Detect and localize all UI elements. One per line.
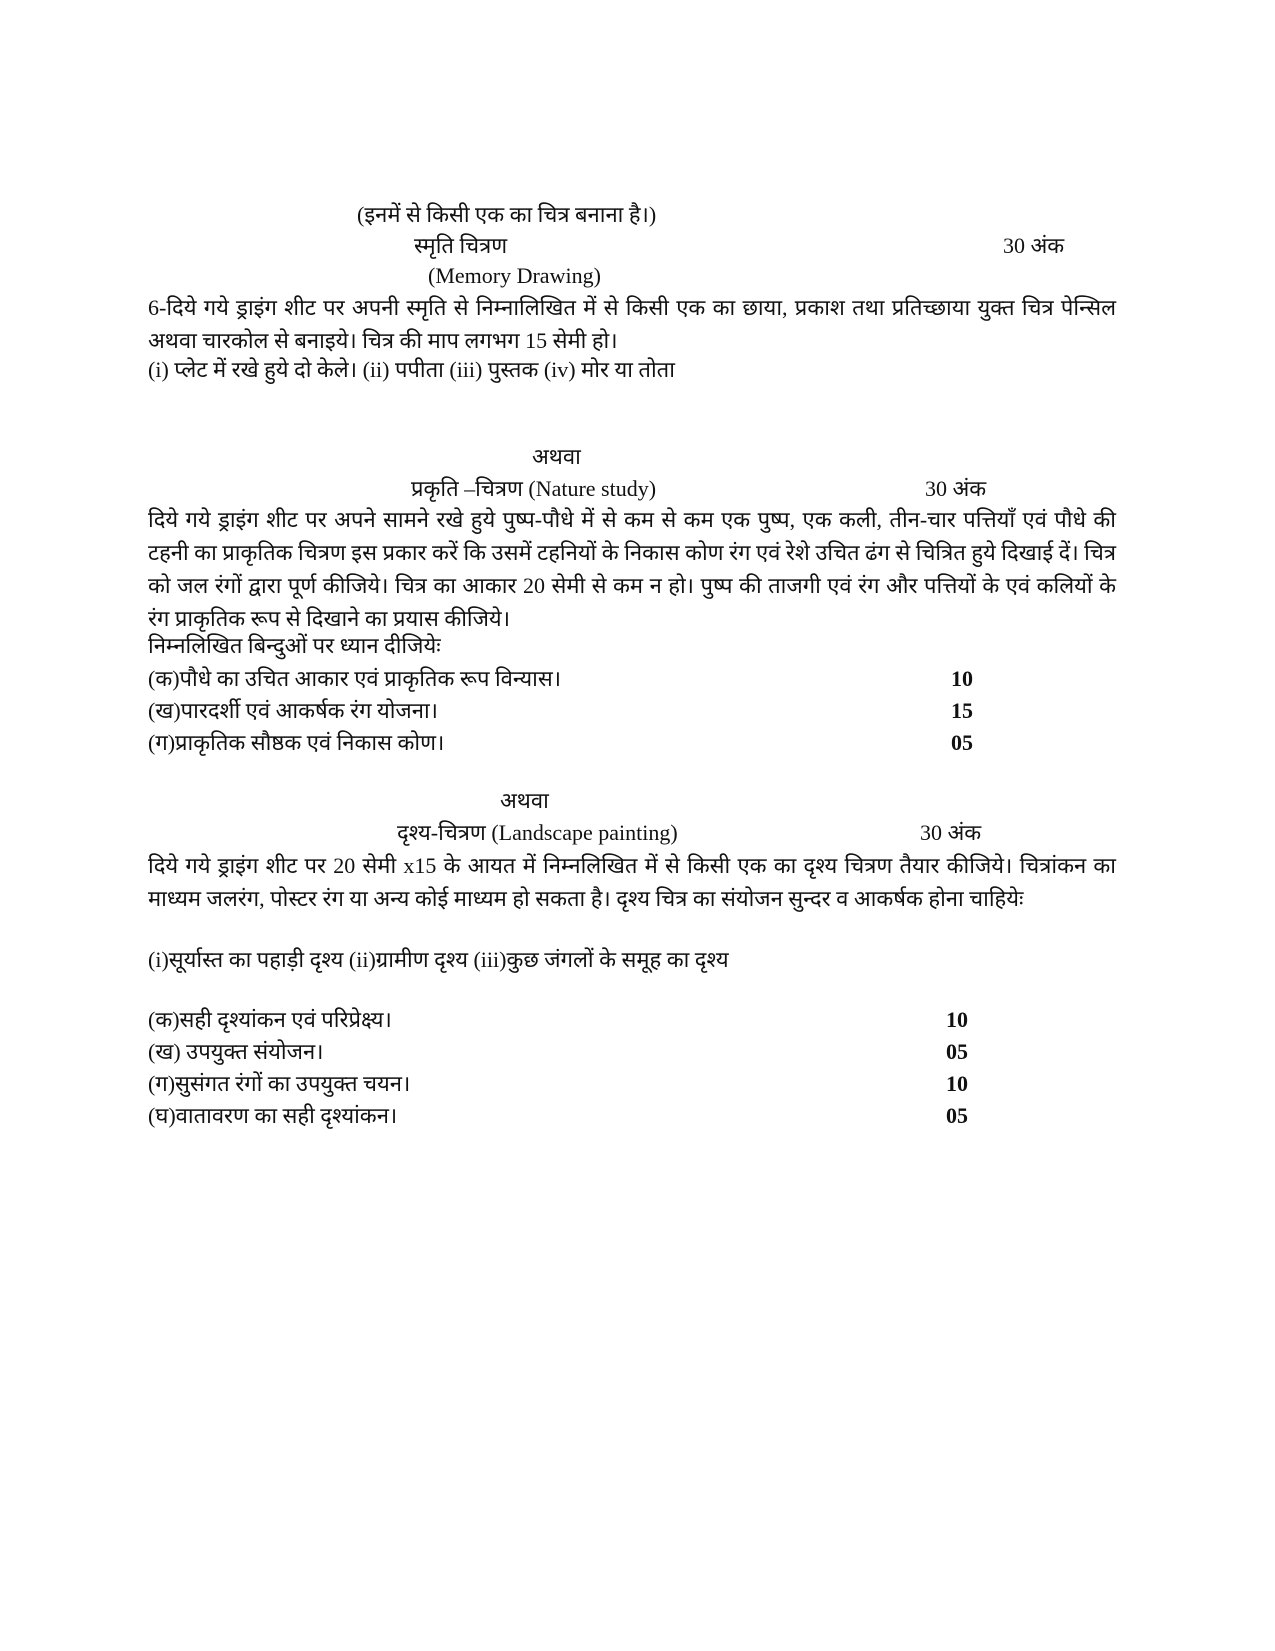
landscape-criterion-score: 05 [946, 1103, 968, 1128]
landscape-question: दिये गये ड्राइंग शीट पर 20 सेमी x15 के आयत में निम्नलिखित में से किसी एक का दृश्य चित्रण तैयार कीजिये। चित्रांकन का माध्यम जलरंग, पोस्टर रंग या अन्य कोई माध्यम हो सकता है। दृश्य चित्र का संयोजन सुन्दर व आकर्षक होना चाहियेः [148, 853, 1116, 911]
nature-criterion-score: 10 [951, 666, 973, 691]
landscape-options: (i)सूर्यास्त का पहाड़ी दृश्य (ii)ग्रामीण दृश्य (iii)कुछ जंगलों के समूह का दृश्य [148, 947, 729, 972]
memory-title-english: (Memory Drawing) [428, 263, 601, 288]
memory-instruction: (इनमें से किसी एक का चित्र बनाना है।) [357, 202, 657, 227]
memory-question: 6-दिये गये ड्राइंग शीट पर अपनी स्मृति से निम्नालिखित में से किसी एक का छाया, प्रकाश तथा प्रतिच्छाया युक्त चित्र पेन्सिल अथवा चारकोल से बनाइये। चित्र की माप लगभग 15 सेमी हो। [148, 295, 1116, 353]
landscape-criterion-label: (ग)सुसंगत रंगों का उपयुक्त चयन। [148, 1071, 411, 1096]
landscape-or-label: अथवा [500, 788, 549, 813]
nature-criterion-label: (क)पौधे का उचित आकार एवं प्राकृतिक रूप विन्यास। [148, 666, 562, 691]
nature-points-heading: निम्नलिखित बिन्दुओं पर ध्यान दीजियेः [148, 633, 441, 658]
nature-criterion-label: (ख)पारदर्शी एवं आकर्षक रंग योजना। [148, 698, 438, 723]
nature-marks: 30 अंक [925, 476, 987, 501]
landscape-criterion-label: (घ)वातावरण का सही दृश्यांकन। [148, 1103, 398, 1128]
memory-marks: 30 अंक [1003, 233, 1065, 258]
landscape-criterion-label: (ख) उपयुक्त संयोजन। [148, 1039, 324, 1064]
memory-title-hindi: स्मृति चित्रण [414, 233, 508, 258]
landscape-criterion-label: (क)सही दृश्यांकन एवं परिप्रेक्ष्य। [148, 1007, 392, 1032]
nature-or-label: अथवा [532, 444, 581, 469]
landscape-marks: 30 अंक [920, 820, 982, 845]
landscape-criterion-score: 10 [946, 1007, 968, 1032]
nature-criterion-score: 15 [951, 698, 973, 723]
nature-criterion-score: 05 [951, 730, 973, 755]
landscape-criterion-score: 05 [946, 1039, 968, 1064]
landscape-title: दृश्य-चित्रण (Landscape painting) [397, 820, 678, 845]
nature-question: दिये गये ड्राइंग शीट पर अपने सामने रखे हुये पुष्प-पौधे में से कम से कम एक पुष्प, एक कली, तीन-चार पत्तियाँ एवं पौधे की टहनी का प्राकृतिक चित्रण इस प्रकार करें कि उसमें टहनियों के निकास कोण रंग एवं रेशे उचित ढंग से चित्रित हुये दिखाई दें। चित्र को जल रंगों द्वारा पूर्ण कीजिये। चित्र का आकार 20 सेमी से कम न हो। पुष्प की ताजगी एवं रंग और पत्तियों के एवं कलियों के रंग प्राकृतिक रूप से दिखाने का प्रयास कीजिये। [148, 507, 1116, 631]
memory-options: (i) प्लेट में रखे हुये दो केले। (ii) पपीता (iii) पुस्तक (iv) मोर या तोता [148, 357, 675, 382]
landscape-criterion-score: 10 [946, 1071, 968, 1096]
nature-criterion-label: (ग)प्राकृतिक सौष्ठक एवं निकास कोण। [148, 730, 445, 755]
nature-title: प्रकृति –चित्रण (Nature study) [411, 476, 657, 501]
